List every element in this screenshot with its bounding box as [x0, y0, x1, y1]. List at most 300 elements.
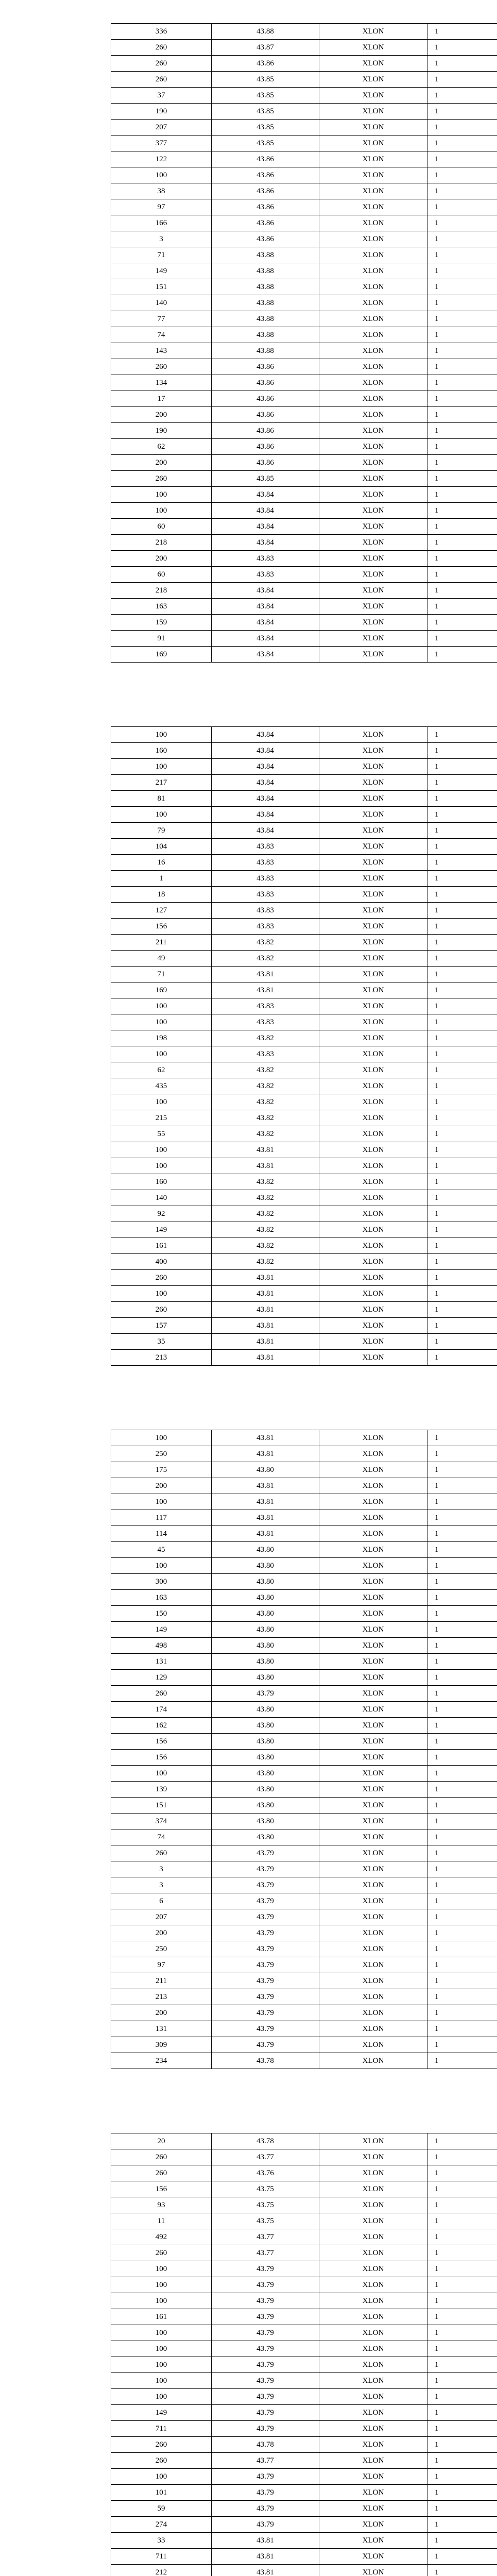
- trade-id-cell: 1: [435, 474, 439, 483]
- trade-id-cell: 1: [435, 1673, 439, 1682]
- volume-cell: 190: [111, 423, 212, 438]
- volume-cell: 100: [111, 2261, 212, 2277]
- venue-cell: XLON: [319, 1654, 427, 1669]
- price-cell: 43.80: [212, 1798, 319, 1813]
- table-row: [111, 247, 497, 263]
- table-row: [111, 1845, 497, 1861]
- price-cell: 43.81: [212, 1430, 319, 1446]
- trade-id-cell: 1: [435, 938, 439, 946]
- table-row: [111, 1526, 497, 1542]
- volume-cell: 60: [111, 519, 212, 534]
- table-row: [111, 2469, 497, 2485]
- volume-cell: 55: [111, 1126, 212, 1142]
- price-cell: 43.86: [212, 151, 319, 167]
- price-cell: 43.80: [212, 1702, 319, 1717]
- trade-id-cell: 1: [435, 2488, 439, 2497]
- volume-cell: 200: [111, 455, 212, 470]
- table-row: [111, 503, 497, 519]
- table-row: [111, 487, 497, 503]
- price-cell: 43.84: [212, 615, 319, 630]
- price-cell: 43.75: [212, 2197, 319, 2213]
- table-row: [111, 982, 497, 998]
- volume-cell: 156: [111, 919, 212, 934]
- volume-cell: 100: [111, 807, 212, 822]
- trade-id-cell: 1: [435, 1945, 439, 1953]
- volume-cell: 211: [111, 1973, 212, 1989]
- trade-id-cell: 1: [435, 1306, 439, 1314]
- venue-cell: XLON: [319, 535, 427, 550]
- table-row: [111, 2389, 497, 2405]
- price-cell: 43.83: [212, 887, 319, 902]
- venue-cell: XLON: [319, 823, 427, 838]
- trade-id-cell: 1: [435, 2009, 439, 2017]
- price-cell: 43.80: [212, 1606, 319, 1621]
- table-row: [111, 775, 497, 791]
- volume-cell: 300: [111, 1574, 212, 1589]
- trade-id-cell: 1: [435, 1434, 439, 1442]
- trade-id-cell: 1: [435, 91, 439, 99]
- price-cell: 43.79: [212, 1861, 319, 1877]
- price-cell: 43.79: [212, 1909, 319, 1925]
- table-row: [111, 2325, 497, 2341]
- price-cell: 43.81: [212, 1446, 319, 1462]
- table-row: [111, 311, 497, 327]
- volume-cell: 139: [111, 1782, 212, 1797]
- venue-cell: XLON: [319, 199, 427, 215]
- table-row: [111, 567, 497, 583]
- volume-cell: 100: [111, 1046, 212, 1062]
- trade-id-cell: 1: [435, 1833, 439, 1841]
- volume-cell: 260: [111, 1686, 212, 1701]
- trade-id-cell: 1: [435, 1785, 439, 1793]
- venue-cell: XLON: [319, 359, 427, 375]
- table-row: [111, 215, 497, 231]
- venue-cell: XLON: [319, 903, 427, 918]
- table-row: [111, 2197, 497, 2213]
- table-row: [111, 551, 497, 567]
- venue-cell: XLON: [319, 311, 427, 327]
- volume-cell: 100: [111, 503, 212, 518]
- trade-id-cell: 1: [435, 379, 439, 387]
- table-row: [111, 1110, 497, 1126]
- volume-cell: 374: [111, 1814, 212, 1829]
- table-row: [111, 1014, 497, 1030]
- trade-id-cell: 1: [435, 778, 439, 787]
- table-row: [111, 1126, 497, 1142]
- volume-cell: 92: [111, 1206, 212, 1222]
- table-row: [111, 1494, 497, 1510]
- volume-cell: 163: [111, 1590, 212, 1605]
- volume-cell: 260: [111, 72, 212, 87]
- table-row: [111, 535, 497, 551]
- table-row: [111, 2277, 497, 2293]
- price-cell: 43.82: [212, 935, 319, 950]
- table-row: [111, 263, 497, 279]
- volume-cell: 101: [111, 2485, 212, 2500]
- table-row: [111, 1766, 497, 1782]
- volume-cell: 100: [111, 487, 212, 502]
- price-cell: 43.84: [212, 583, 319, 598]
- price-cell: 43.83: [212, 855, 319, 870]
- price-cell: 43.78: [212, 2437, 319, 2452]
- venue-cell: XLON: [319, 72, 427, 87]
- trade-id-cell: 1: [435, 570, 439, 579]
- price-cell: 43.86: [212, 391, 319, 406]
- table-row: [111, 2357, 497, 2373]
- venue-cell: XLON: [319, 935, 427, 950]
- venue-cell: XLON: [319, 1590, 427, 1605]
- price-cell: 43.81: [212, 1318, 319, 1333]
- table-row: [111, 1750, 497, 1766]
- trade-id-cell: 1: [435, 2281, 439, 2289]
- venue-cell: XLON: [319, 1670, 427, 1685]
- price-cell: 43.79: [212, 2277, 319, 2293]
- price-cell: 43.84: [212, 791, 319, 806]
- price-cell: 43.86: [212, 423, 319, 438]
- venue-cell: XLON: [319, 2229, 427, 2245]
- trade-id-cell: 1: [435, 554, 439, 563]
- trade-id-cell: 1: [435, 219, 439, 227]
- volume-cell: 400: [111, 1254, 212, 1269]
- venue-cell: XLON: [319, 1078, 427, 1094]
- table-row: [111, 88, 497, 104]
- volume-cell: 260: [111, 2149, 212, 2165]
- trade-id-cell: 1: [435, 1817, 439, 1825]
- table-row: [111, 903, 497, 919]
- table-row: [111, 2005, 497, 2021]
- price-cell: 43.82: [212, 1238, 319, 1253]
- volume-cell: 163: [111, 599, 212, 614]
- venue-cell: XLON: [319, 2005, 427, 2021]
- table-row: [111, 1877, 497, 1893]
- volume-cell: 274: [111, 2517, 212, 2532]
- price-cell: 43.83: [212, 1046, 319, 1062]
- trade-id-cell: 1: [435, 826, 439, 835]
- price-cell: 43.88: [212, 343, 319, 359]
- table-row: [111, 2341, 497, 2357]
- trade-id-cell: 1: [435, 2313, 439, 2321]
- volume-cell: 260: [111, 359, 212, 375]
- table-row: [111, 2565, 497, 2576]
- trade-id-cell: 1: [435, 2233, 439, 2241]
- price-cell: 43.86: [212, 231, 319, 247]
- volume-cell: 100: [111, 2373, 212, 2388]
- volume-cell: 20: [111, 2133, 212, 2149]
- venue-cell: XLON: [319, 1046, 427, 1062]
- venue-cell: XLON: [319, 183, 427, 199]
- volume-cell: 212: [111, 2565, 212, 2576]
- table-row: [111, 2453, 497, 2469]
- volume-cell: 377: [111, 135, 212, 151]
- trade-id-cell: 1: [435, 43, 439, 52]
- volume-cell: 309: [111, 2037, 212, 2053]
- volume-cell: 100: [111, 2469, 212, 2484]
- table-row: [111, 1702, 497, 1718]
- volume-cell: 200: [111, 551, 212, 566]
- volume-cell: 117: [111, 1510, 212, 1526]
- volume-cell: 200: [111, 2005, 212, 2021]
- venue-cell: XLON: [319, 1494, 427, 1510]
- table-row: [111, 1925, 497, 1941]
- price-cell: 43.81: [212, 1526, 319, 1541]
- venue-cell: XLON: [319, 743, 427, 758]
- venue-cell: XLON: [319, 1286, 427, 1301]
- venue-cell: XLON: [319, 1893, 427, 1909]
- trade-id-cell: 1: [435, 1769, 439, 1777]
- trade-id-cell: 1: [435, 1881, 439, 1889]
- venue-cell: XLON: [319, 215, 427, 231]
- trade-id-cell: 1: [435, 858, 439, 867]
- volume-cell: 38: [111, 183, 212, 199]
- volume-cell: 35: [111, 1334, 212, 1349]
- trade-id-cell: 1: [435, 1321, 439, 1330]
- venue-cell: XLON: [319, 1909, 427, 1925]
- price-cell: 43.86: [212, 359, 319, 375]
- venue-cell: XLON: [319, 1254, 427, 1269]
- price-cell: 43.80: [212, 1734, 319, 1749]
- table-row: [111, 599, 497, 615]
- trade-id-cell: 1: [435, 411, 439, 419]
- table-row: [111, 615, 497, 631]
- volume-cell: 156: [111, 1750, 212, 1765]
- price-cell: 43.77: [212, 2229, 319, 2245]
- volume-cell: 100: [111, 2389, 212, 2404]
- price-cell: 43.81: [212, 2565, 319, 2576]
- venue-cell: XLON: [319, 1782, 427, 1797]
- price-cell: 43.82: [212, 1174, 319, 1190]
- table-row: [111, 1270, 497, 1286]
- table-row: [111, 743, 497, 759]
- trade-id-cell: 1: [435, 1929, 439, 1937]
- trade-id-cell: 1: [435, 1993, 439, 2001]
- table-row: [111, 295, 497, 311]
- venue-cell: XLON: [319, 567, 427, 582]
- trade-id-cell: 1: [435, 1753, 439, 1761]
- volume-cell: 143: [111, 343, 212, 359]
- trade-id-cell: 1: [435, 1625, 439, 1634]
- table-row: [111, 2501, 497, 2517]
- trade-id-cell: 1: [435, 171, 439, 179]
- table-row: [111, 2309, 497, 2325]
- volume-cell: 260: [111, 2437, 212, 2452]
- venue-cell: XLON: [319, 2357, 427, 2372]
- venue-cell: XLON: [319, 759, 427, 774]
- price-cell: 43.82: [212, 1190, 319, 1206]
- volume-cell: 16: [111, 855, 212, 870]
- table-row: [111, 423, 497, 439]
- price-cell: 43.88: [212, 327, 319, 343]
- table-row: [111, 231, 497, 247]
- table-row: [111, 1638, 497, 1654]
- volume-cell: 498: [111, 1638, 212, 1653]
- trade-id-cell: 1: [435, 2441, 439, 2449]
- trade-id-cell: 1: [435, 1146, 439, 1154]
- venue-cell: XLON: [319, 120, 427, 135]
- price-cell: 43.88: [212, 24, 319, 39]
- volume-cell: 100: [111, 2357, 212, 2372]
- table-row: [111, 727, 497, 743]
- table-row: [111, 967, 497, 982]
- volume-cell: 77: [111, 311, 212, 327]
- table-row: [111, 887, 497, 903]
- trade-id-cell: 1: [435, 1546, 439, 1554]
- price-cell: 43.82: [212, 951, 319, 966]
- price-cell: 43.79: [212, 2021, 319, 2037]
- trade-id-cell: 1: [435, 1498, 439, 1506]
- volume-cell: 218: [111, 535, 212, 550]
- volume-cell: 200: [111, 1925, 212, 1941]
- price-cell: 43.81: [212, 1286, 319, 1301]
- trade-id-cell: 1: [435, 986, 439, 994]
- trade-id-cell: 1: [435, 1961, 439, 1969]
- table-row: [111, 1286, 497, 1302]
- trade-id-cell: 1: [435, 1897, 439, 1905]
- venue-cell: XLON: [319, 2021, 427, 2037]
- trade-id-cell: 1: [435, 1562, 439, 1570]
- price-cell: 43.84: [212, 759, 319, 774]
- volume-cell: 207: [111, 120, 212, 135]
- price-cell: 43.82: [212, 1110, 319, 1126]
- trade-id-cell: 1: [435, 2568, 439, 2576]
- trade-id-cell: 1: [435, 2377, 439, 2385]
- trade-id-cell: 1: [435, 1737, 439, 1745]
- table-row: [111, 1734, 497, 1750]
- trade-id-cell: 1: [435, 187, 439, 195]
- table-row: [111, 839, 497, 855]
- venue-cell: XLON: [319, 1622, 427, 1637]
- trade-id-cell: 1: [435, 1050, 439, 1058]
- venue-cell: XLON: [319, 1989, 427, 2005]
- table-row: [111, 120, 497, 135]
- venue-cell: XLON: [319, 439, 427, 454]
- price-cell: 43.81: [212, 1270, 319, 1285]
- volume-cell: 156: [111, 2181, 212, 2197]
- trade-id-cell: 1: [435, 1482, 439, 1490]
- table-row: [111, 951, 497, 967]
- venue-cell: XLON: [319, 1766, 427, 1781]
- table-row: [111, 759, 497, 775]
- price-cell: 43.82: [212, 1126, 319, 1142]
- trade-id-cell: 1: [435, 1530, 439, 1538]
- price-cell: 43.79: [212, 1845, 319, 1861]
- price-cell: 43.80: [212, 1590, 319, 1605]
- price-cell: 43.85: [212, 104, 319, 119]
- table-row: [111, 2485, 497, 2501]
- trade-id-cell: 1: [435, 347, 439, 355]
- volume-cell: 198: [111, 1030, 212, 1046]
- table-row: [111, 871, 497, 887]
- table-row: [111, 1510, 497, 1526]
- trade-id-cell: 1: [435, 2201, 439, 2209]
- price-cell: 43.84: [212, 807, 319, 822]
- price-cell: 43.79: [212, 2005, 319, 2021]
- trade-id-cell: 1: [435, 2552, 439, 2561]
- table-row: [111, 1174, 497, 1190]
- table-row: [111, 2421, 497, 2437]
- trade-id-cell: 1: [435, 283, 439, 291]
- venue-cell: XLON: [319, 2037, 427, 2053]
- venue-cell: XLON: [319, 503, 427, 518]
- venue-cell: XLON: [319, 982, 427, 998]
- price-cell: 43.80: [212, 1782, 319, 1797]
- table-row: [111, 391, 497, 407]
- price-cell: 43.85: [212, 120, 319, 135]
- volume-cell: 60: [111, 567, 212, 582]
- volume-cell: 336: [111, 24, 212, 39]
- price-cell: 43.81: [212, 1478, 319, 1494]
- price-cell: 43.79: [212, 1941, 319, 1957]
- table-row: [111, 998, 497, 1014]
- volume-cell: 175: [111, 1462, 212, 1478]
- venue-cell: XLON: [319, 375, 427, 391]
- volume-cell: 11: [111, 2213, 212, 2229]
- venue-cell: XLON: [319, 2533, 427, 2548]
- price-cell: 43.79: [212, 1893, 319, 1909]
- venue-cell: XLON: [319, 2565, 427, 2576]
- price-cell: 43.79: [212, 2293, 319, 2309]
- volume-cell: 260: [111, 471, 212, 486]
- venue-cell: XLON: [319, 1829, 427, 1845]
- venue-cell: XLON: [319, 1845, 427, 1861]
- volume-cell: 260: [111, 2245, 212, 2261]
- trade-table-3: [111, 1430, 497, 2069]
- trade-id-cell: 1: [435, 1641, 439, 1650]
- venue-cell: XLON: [319, 1574, 427, 1589]
- venue-cell: XLON: [319, 1941, 427, 1957]
- trade-id-cell: 1: [435, 139, 439, 147]
- venue-cell: XLON: [319, 1606, 427, 1621]
- table-row: [111, 104, 497, 120]
- price-cell: 43.80: [212, 1558, 319, 1573]
- venue-cell: XLON: [319, 1526, 427, 1541]
- venue-cell: XLON: [319, 1318, 427, 1333]
- table-row: [111, 199, 497, 215]
- trade-id-cell: 1: [435, 59, 439, 67]
- table-row: [111, 2133, 497, 2149]
- trade-id-cell: 1: [435, 1466, 439, 1474]
- trade-id-cell: 1: [435, 203, 439, 211]
- venue-cell: XLON: [319, 1190, 427, 1206]
- trade-id-cell: 1: [435, 1098, 439, 1106]
- trade-id-cell: 1: [435, 1130, 439, 1138]
- venue-cell: XLON: [319, 1302, 427, 1317]
- table-row: [111, 1574, 497, 1590]
- volume-cell: 33: [111, 2533, 212, 2548]
- price-cell: 43.88: [212, 247, 319, 263]
- table-row: [111, 1302, 497, 1318]
- table-row: [111, 2373, 497, 2389]
- volume-cell: 162: [111, 1718, 212, 1733]
- trade-id-cell: 1: [435, 1066, 439, 1074]
- venue-cell: XLON: [319, 775, 427, 790]
- venue-cell: XLON: [319, 2373, 427, 2388]
- volume-cell: 211: [111, 935, 212, 950]
- price-cell: 43.76: [212, 2165, 319, 2181]
- trade-id-cell: 1: [435, 2345, 439, 2353]
- price-cell: 43.79: [212, 2373, 319, 2388]
- price-cell: 43.84: [212, 535, 319, 550]
- volume-cell: 17: [111, 391, 212, 406]
- venue-cell: XLON: [319, 2325, 427, 2341]
- venue-cell: XLON: [319, 104, 427, 119]
- venue-cell: XLON: [319, 1222, 427, 1238]
- table-row: [111, 2533, 497, 2549]
- table-row: [111, 2149, 497, 2165]
- volume-cell: 218: [111, 583, 212, 598]
- volume-cell: 149: [111, 1622, 212, 1637]
- volume-cell: 62: [111, 439, 212, 454]
- price-cell: 43.83: [212, 919, 319, 934]
